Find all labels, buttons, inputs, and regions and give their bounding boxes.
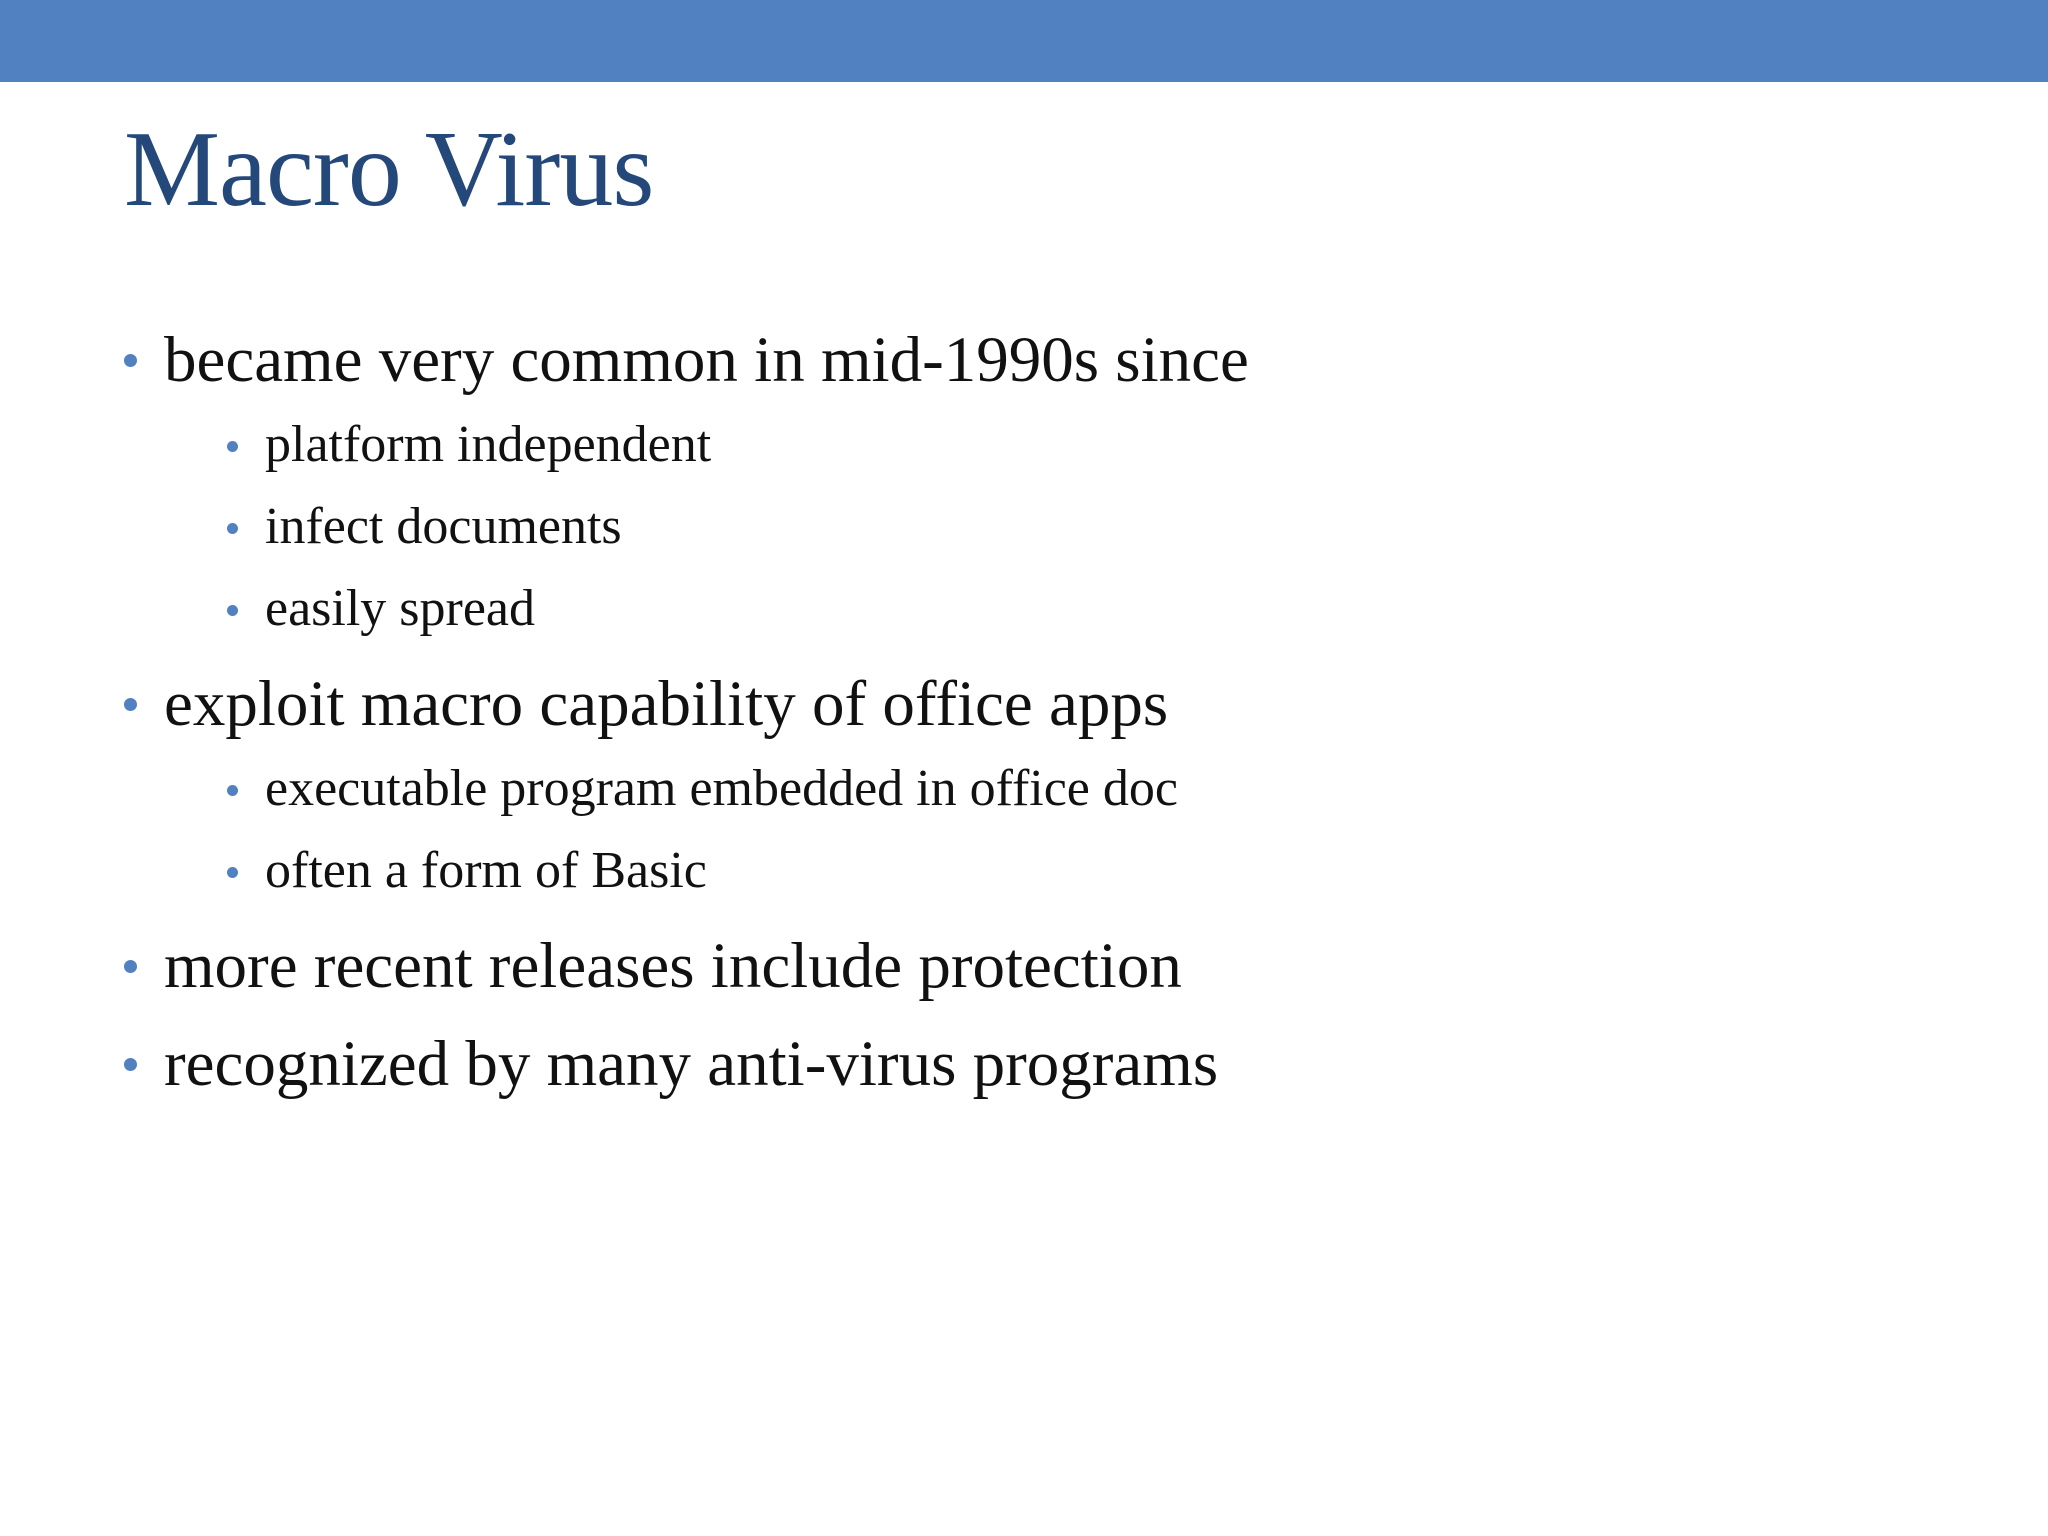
sub-bullet-dot-icon <box>227 523 238 534</box>
bullet-text: exploit macro capability of office apps <box>164 668 1169 740</box>
sub-bullet-text: executable program embedded in office doc <box>265 760 1178 817</box>
bullet-item <box>124 660 1984 912</box>
sub-bullet-list <box>164 748 1984 912</box>
bullet-text: recognized by many anti-virus programs <box>164 1028 1219 1100</box>
bullet-dot-icon <box>124 1058 137 1071</box>
slide-body <box>124 316 1984 1108</box>
bullet-text: more recent releases include protection <box>164 930 1182 1002</box>
bullet-dot-icon <box>124 354 137 367</box>
bullet-list <box>124 316 1984 1108</box>
bullet-dot-icon <box>124 698 137 711</box>
bullet-dot-icon <box>124 960 137 973</box>
sub-bullet-item <box>164 404 1984 486</box>
sub-bullet-text: infect documents <box>265 498 622 555</box>
sub-bullet-item <box>164 486 1984 568</box>
sub-bullet-dot-icon <box>227 605 238 616</box>
sub-bullet-dot-icon <box>227 867 238 878</box>
top-accent-band <box>0 0 2048 82</box>
sub-bullet-text: easily spread <box>265 580 536 637</box>
slide-title: Macro Virus <box>124 110 654 229</box>
sub-bullet-item <box>164 830 1984 912</box>
sub-bullet-dot-icon <box>227 441 238 452</box>
sub-bullet-text: platform independent <box>265 416 712 473</box>
sub-bullet-list <box>164 404 1984 650</box>
sub-bullet-item <box>164 568 1984 650</box>
sub-bullet-text: often a form of Basic <box>265 842 707 899</box>
sub-bullet-item <box>164 748 1984 830</box>
bullet-item <box>124 1020 1984 1108</box>
bullet-item <box>124 922 1984 1010</box>
sub-bullet-dot-icon <box>227 785 238 796</box>
bullet-text: became very common in mid-1990s since <box>164 324 1249 396</box>
bullet-item <box>124 316 1984 650</box>
